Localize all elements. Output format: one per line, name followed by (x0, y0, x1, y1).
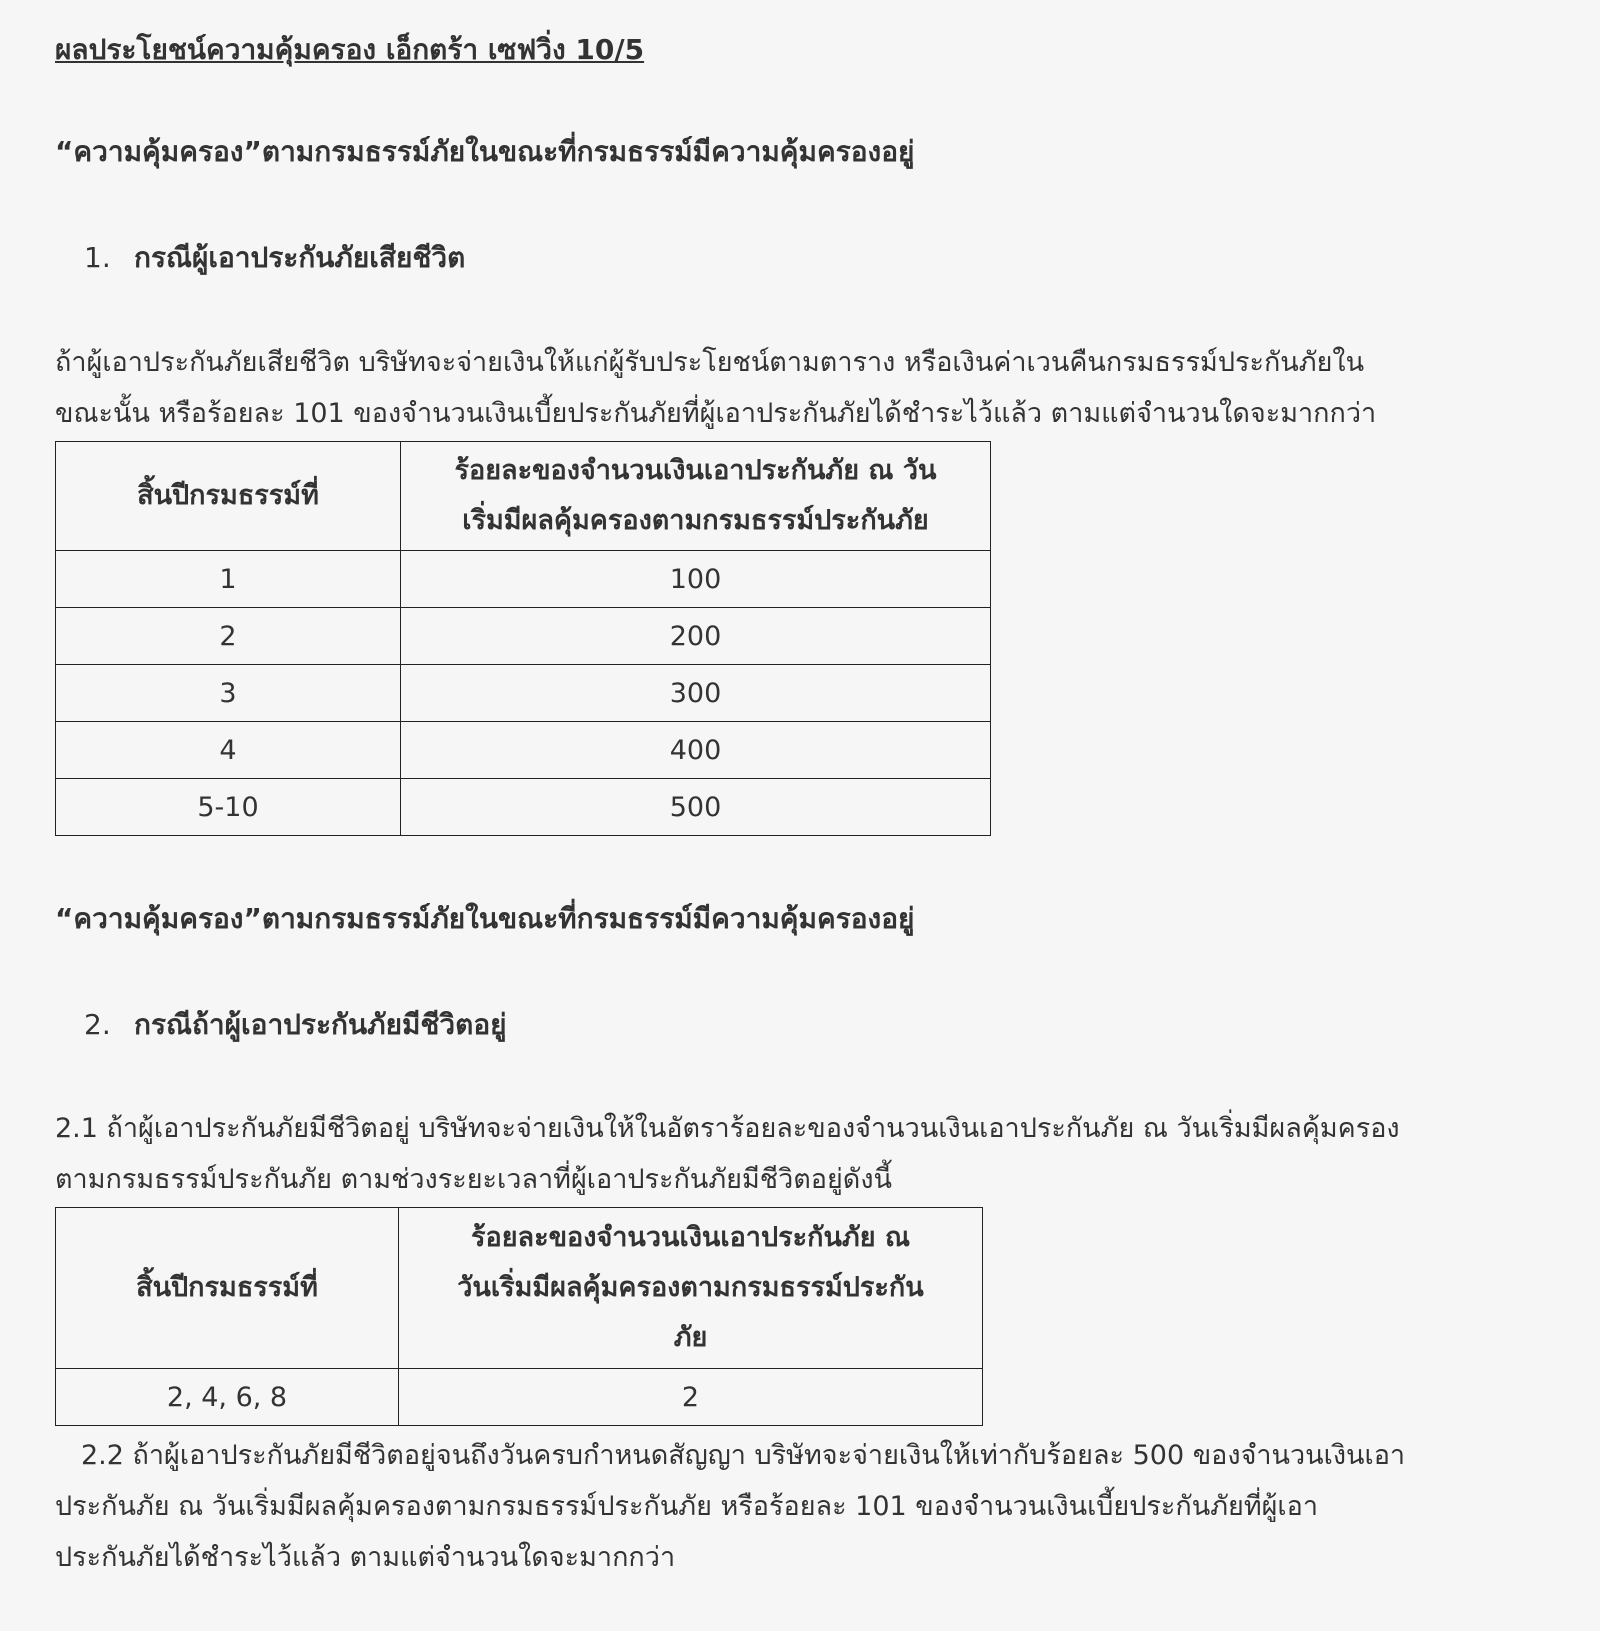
section1-heading: “ความคุ้มครอง”ตามกรมธรรม์ภัยในขณะที่กรมธรรม์มีความคุ้มครองอยู่ (55, 135, 915, 168)
cell-percent: 200 (401, 608, 991, 665)
header-line: ร้อยละของจำนวนเงินเอาประกันภัย ณ (471, 1222, 910, 1253)
cell-year: 1 (56, 551, 401, 608)
table-row (56, 608, 991, 665)
section2-item-number: 2. (84, 1008, 111, 1041)
paragraph-line: ถ้าผู้เอาประกันภัยเสียชีวิต บริษัทจะจ่ายเงินให้แก่ผู้รับประโยชน์ตามตาราง หรือเงินค่าเวนคืนกรมธรรม์ประกันภัยใน (55, 347, 1365, 378)
cell-percent: 500 (401, 779, 991, 836)
column-header-policy-year: สิ้นปีกรมธรรม์ที่ (56, 1208, 399, 1369)
section2-item-label: กรณีถ้าผู้เอาประกันภัยมีชีวิตอยู่ (134, 1008, 507, 1041)
section1-item-label: กรณีผู้เอาประกันภัยเสียชีวิต (134, 241, 466, 274)
header-line: ภัย (673, 1322, 708, 1353)
table-row (56, 551, 991, 608)
cell-year: 4 (56, 722, 401, 779)
survival-benefit-table (55, 1207, 983, 1426)
column-header-percent (399, 1208, 983, 1369)
paragraph-line: ประกันภัย ณ วันเริ่มมีผลคุ้มครองตามกรมธรรม์ประกันภัย หรือร้อยละ 101 ของจำนวนเงินเบี้ยประกันภัยที่ผู้เอา (55, 1491, 1319, 1522)
document-title: ผลประโยชน์ความคุ้มครอง เอ็กตร้า เซฟวิ่ง 10/5 (55, 33, 645, 66)
paragraph-line: ตามกรมธรรม์ประกันภัย ตามช่วงระยะเวลาที่ผู้เอาประกันภัยมีชีวิตอยู่ดังนี้ (55, 1164, 892, 1195)
paragraph-line: ประกันภัยได้ชำระไว้แล้ว ตามแต่จำนวนใดจะมากกว่า (55, 1542, 676, 1573)
cell-year: 2, 4, 6, 8 (56, 1369, 399, 1426)
death-benefit-table (55, 441, 991, 836)
section2-item (84, 1003, 507, 1047)
column-header-percent (401, 442, 991, 551)
cell-percent: 2 (399, 1369, 983, 1426)
paragraph-line: 2.2 ถ้าผู้เอาประกันภัยมีชีวิตอยู่จนถึงวันครบกำหนดสัญญา บริษัทจะจ่ายเงินให้เท่ากับร้อยละ 500 ของจำนวนเงินเอา (81, 1440, 1406, 1471)
table-row (56, 1369, 983, 1426)
paragraph-line: 2.1 ถ้าผู้เอาประกันภัยมีชีวิตอยู่ บริษัทจะจ่ายเงินให้ในอัตราร้อยละของจำนวนเงินเอาประกันภัย ณ วันเริ่มมีผลคุ้มครอง (55, 1113, 1400, 1144)
table-row (56, 779, 991, 836)
paragraph-2-2 (55, 1430, 1555, 1583)
cell-percent: 300 (401, 665, 991, 722)
cell-year: 2 (56, 608, 401, 665)
header-line: ร้อยละของจำนวนเงินเอาประกันภัย ณ วัน (454, 455, 937, 486)
header-line: เริ่มมีผลคุ้มครองตามกรมธรรม์ประกันภัย (462, 505, 929, 536)
section1-paragraph (55, 337, 1555, 439)
table-row (56, 722, 991, 779)
section1-item-number: 1. (84, 241, 111, 274)
cell-year: 5-10 (56, 779, 401, 836)
section2-heading: “ความคุ้มครอง”ตามกรมธรรม์ภัยในขณะที่กรมธรรม์มีความคุ้มครองอยู่ (55, 902, 915, 935)
cell-year: 3 (56, 665, 401, 722)
table-header-row (56, 442, 991, 551)
header-line: วันเริ่มมีผลคุ้มครองตามกรมธรรม์ประกัน (457, 1272, 924, 1303)
cell-percent: 100 (401, 551, 991, 608)
column-header-policy-year: สิ้นปีกรมธรรม์ที่ (56, 442, 401, 551)
section1-item (84, 236, 465, 280)
table-row (56, 665, 991, 722)
paragraph-2-1 (55, 1103, 1555, 1205)
cell-percent: 400 (401, 722, 991, 779)
table-header-row (56, 1208, 983, 1369)
paragraph-line: ขณะนั้น หรือร้อยละ 101 ของจำนวนเงินเบี้ยประกันภัยที่ผู้เอาประกันภัยได้ชำระไว้แล้ว ตามแต่จำนวนใดจะมากกว่า (55, 398, 1377, 429)
